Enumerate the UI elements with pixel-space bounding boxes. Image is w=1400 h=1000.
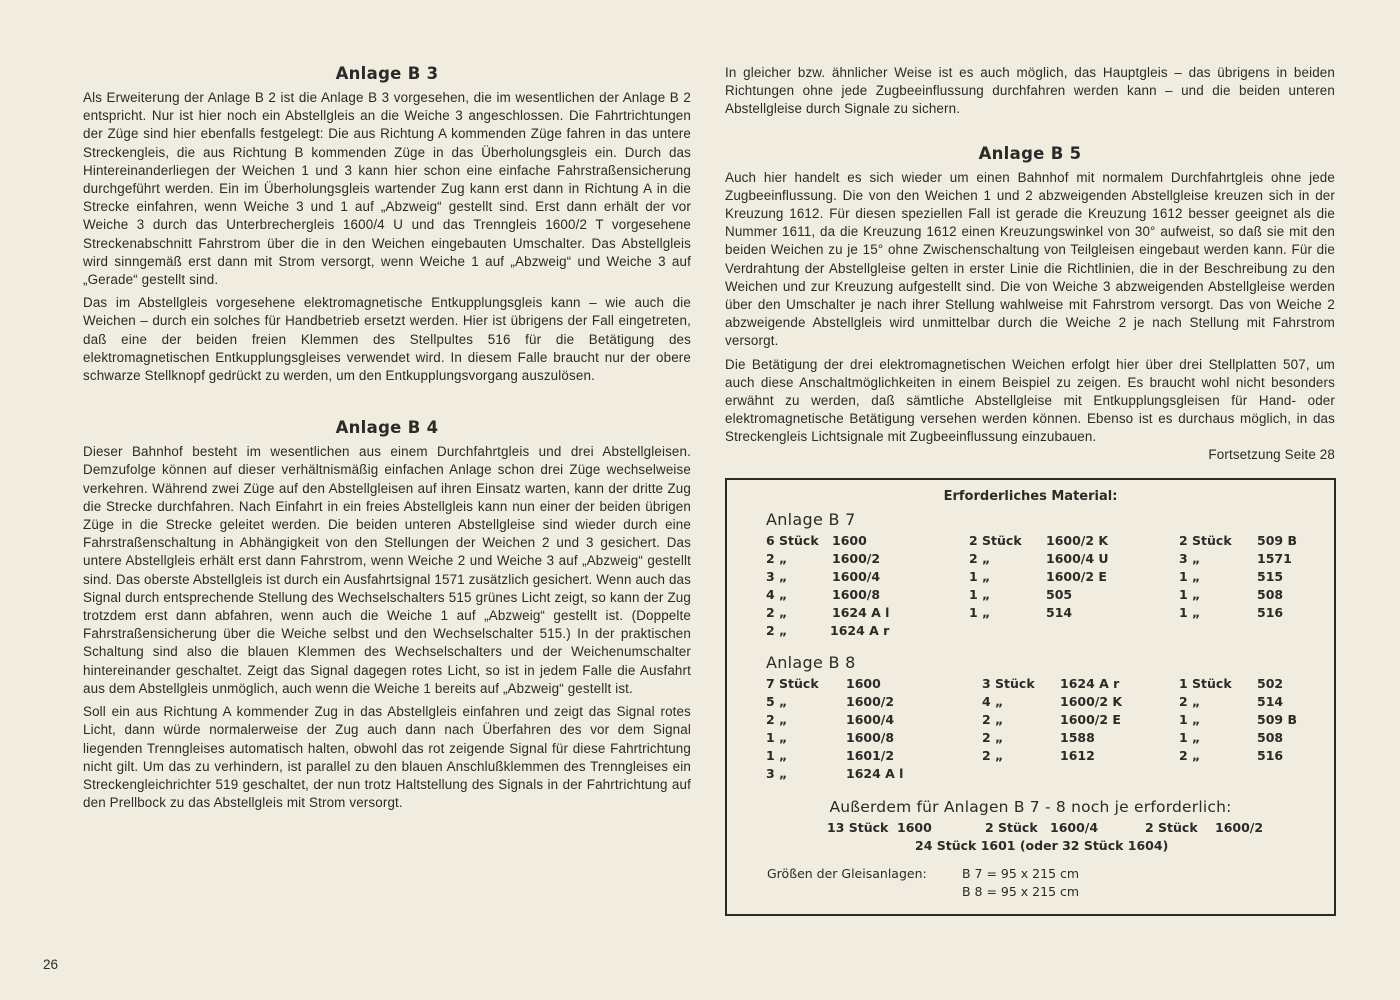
- continued-note: Fortsetzung Seite 28: [1208, 446, 1335, 462]
- list-item: 1 „ 505: [969, 587, 1073, 602]
- heading-anlage-b3: Anlage B 3: [335, 64, 439, 83]
- list-item: 2 „ 1624 A l: [766, 605, 890, 620]
- list-item: 2 „ 1612: [982, 748, 1095, 763]
- b7-column-2: [969, 532, 1139, 622]
- list-item: 2 „ 1600/4 U: [969, 551, 1109, 566]
- intro-paragraph: In gleicher bzw. ähnlicher Weise ist es auch möglich, das Hauptgleis – das übrigens in beiden Richtungen ohne jede Zugbeeinflussung durchfahren werden kann – und die beiden unteren Abstellgleise durch Signale zu sichern.: [725, 65, 1335, 117]
- list-item: 1 „ 1600/2 E: [969, 569, 1107, 584]
- b8-column-2: [982, 675, 1152, 765]
- list-item: 1 „ 514: [969, 605, 1073, 620]
- list-item: 1 „ 1600/8: [766, 730, 895, 745]
- list-item: 1 „ 509 B: [1179, 712, 1297, 727]
- additional-row-2: 24 Stück 1601 (oder 32 Stück 1604): [915, 838, 1169, 853]
- list-item: 4 „ 1600/2 K: [982, 694, 1123, 709]
- track-sizes-label: Größen der Gleisanlagen:: [767, 866, 927, 881]
- heading-anlage-b8: Anlage B 8: [766, 653, 856, 672]
- b8-column-1: [766, 675, 936, 783]
- page-number: 26: [43, 957, 59, 972]
- list-item: 2 „ 516: [1179, 748, 1284, 763]
- b4-paragraph-1: Dieser Bahnhof besteht im wesentlichen aus einem Durchfahrtgleis und drei Abstellgleisen. Demzufolge können auf dieser verhältnismäßig einfachen Anlage schon drei Züge wechselweise verkehren. Während zwei Züge auf den Abstellgleisen auf ihren Einsatz warten, kann der dritte Zug die Strecke durchfahren. Nach Einfahrt in ein freies Abstellgleis kann nun einer der beiden übrigen Züge in die Strecke geleitet werden. Die beiden unteren Abstellgleise sind wieder durch eine Fahrstraßenschaltung in Abhängigkeit von den Stellungen der Weichen 2 und 3 gesichert. Das untere Abstellgleis erhält erst dann Fahrstrom, wenn Weiche 2 und Weiche 3 auf „Abzweig“ gestellt sind. Das oberste Abstellgleis ist durch ein Ausfahrtsignal 1571 zusätzlich gesichert. Wenn auch das Signal durch entsprechende Stellung des Wechselschalters 515 grünes Licht zeigt, so kann der Zug trotzdem erst dann abfahren, wenn auch die Weiche 1 auf „Abzweig“ gestellt ist. (Doppelte Fahrstraßensicherung über die Weiche selbst und den Wechselschalter 515.) In der praktischen Schaltung sind also die blauen Klemmen des Wechselschalters und der Weichenumschalter hintereinander geschaltet. Zeigt das Signal dagegen rotes Licht, so ist in jedem Falle die Ausfahrt aus dem Abstellgleis unmöglich, auch wenn die Weiche 1 bereits auf „Abzweig“ gestellt ist.: [83, 444, 691, 696]
- b5-paragraph-2: Die Betätigung der drei elektromagnetischen Weichen erfolgt hier über drei Stellplatten 507, um auch diese Anschaltmöglichkeiten in einem Beispiel zu zeigen. Es braucht wohl nicht besonders erwähnt zu werden, daß sämtliche Abstellgleise mit Entkupplungsgleisen für Hand- oder elektromagnetische Betätigung versehen werden können. Ebenso ist es durchaus möglich, in das Streckengleis Lichtsignale mit Zugbeeinflussung einzubauen.: [725, 356, 1335, 445]
- list-item: 1 „ 516: [1179, 605, 1284, 620]
- list-item: 1 „ 515: [1179, 569, 1284, 584]
- list-item: 2 „ 1624 A r: [766, 623, 890, 638]
- list-item: 4 „ 1600/8: [766, 587, 881, 602]
- list-item: 1 „ 508: [1179, 730, 1284, 745]
- additional-item-3: 1600/2: [1215, 820, 1264, 835]
- left-column: [83, 64, 691, 817]
- list-item: 7 Stück 1600: [766, 676, 881, 691]
- b7-column-1: [766, 532, 916, 640]
- list-item: 2 „ 1600/2: [766, 551, 881, 566]
- list-item: 3 „ 1624 A l: [766, 766, 904, 781]
- list-item: 3 „ 1600/4: [766, 569, 881, 584]
- right-column: [725, 64, 1335, 462]
- b3-paragraph-2: Das im Abstellgleis vorgesehene elektromagnetische Entkupplungsgleis kann – wie auch die Weichen – durch ein solches für Handbetrieb ersetzt werden. Hier ist übrigens der Fall eingetreten, daß eine der beiden freien Klemmen des Stellpultes 516 für die Betätigung des elektromagnetischen Entkupplungsgleises verwendet wird. In diesem Falle braucht nur der obere schwarze Stellknopf gedrückt zu werden, um den Entkupplungsvorgang auszulösen.: [83, 295, 691, 384]
- heading-anlage-b7: Anlage B 7: [766, 510, 856, 529]
- additional-qty-1: 13 Stück: [827, 820, 889, 835]
- b7-column-3: [1179, 532, 1319, 622]
- additional-qty-2: 2 Stück: [985, 820, 1038, 835]
- b3-paragraph-1: Als Erweiterung der Anlage B 2 ist die Anlage B 3 vorgesehen, die im wesentlichen der Anlage B 2 entspricht. Nur ist hier noch ein Abstellgleis an die Weiche 3 angeschlossen. Die Fahrtrichtungen der Züge sind hier ebenfalls festgelegt: Die aus Richtung A kommenden Züge fahren in das untere Streckengleis, die aus Richtung B kommenden Züge in das Überholungsgleis ein. Durch das Hintereinanderliegen der Weichen 1 und 3 kann hier schon eine einfache Fahrstraßensicherung durchgeführt werden. Ein im Überholungsgleis wartender Zug kann erst dann in Richtung A in die Strecke einfahren, wenn Weiche 3 und 1 auf „Abzweig“ gestellt sind. Erst dann erhält der vor Weiche 3 durch das Unterbrechergleis 1600/4 U und das Trenngleis 1600/2 T vorgesehene Streckenabschnitt Fahrstrom über die in den Weichen eingebauten Umschalter. Das Abstellgleis wird sinngemäß erst dann mit Strom versorgt, wenn Weiche 1 auf „Abzweig“ und Weiche 3 auf „Gerade“ gestellt sind.: [83, 90, 691, 288]
- additional-item-2: 1600/4: [1050, 820, 1099, 835]
- heading-anlage-b4: Anlage B 4: [335, 418, 439, 438]
- b5-paragraph-1: Auch hier handelt es sich wieder um einen Bahnhof mit normalem Durchfahrtgleis ohne jede Zugbeeinflussung. Die von den Weichen 1 und 2 abzweigenden Abstellgleise kreuzen sich in der Kreuzung 1612. Für diesen speziellen Fall ist gerade die Kreuzung 1612 besser geeignet als die Nummer 1611, da die Kreuzung 1612 einen Kreuzungswinkel von 30° aufweist, so daß sie mit den beiden Weichen zu je 15° ohne Zwischenschaltung von Teilgleisen eingebaut werden kann. Für die Verdrahtung der Abstellgleise gelten in erster Linie die Richtlinien, die in der Beschreibung zu den Weichen und zur Kreuzung aufgestellt sind. Die von Weiche 3 abzweigenden Abstellgleise werden über den Umschalter je nach ihrer Stellung wahlweise mit Fahrstrom versorgt. Das von Weiche 2 abzweigende Abstellgleis wird unmittelbar durch die Weiche 2 je nach Stellung mit Fahrstrom versorgt.: [725, 169, 1335, 349]
- list-item: 6 Stück 1600: [766, 533, 867, 548]
- b8-column-3: [1179, 675, 1319, 765]
- heading-anlage-b5: Anlage B 5: [978, 143, 1082, 163]
- list-item: 5 „ 1600/2: [766, 694, 895, 709]
- list-item: 2 Stück 1600/2 K: [969, 533, 1109, 548]
- size-b7: B 7 = 95 x 215 cm: [962, 866, 1080, 881]
- list-item: 1 „ 508: [1179, 587, 1284, 602]
- list-item: 3 Stück 1624 A r: [982, 676, 1120, 691]
- size-b8: B 8 = 95 x 215 cm: [962, 884, 1080, 899]
- b4-paragraph-2: Soll ein aus Richtung A kommender Zug in das Abstellgleis einfahren und zeigt das Signal rotes Licht, dann würde normalerweise der Zug auch dann nach Überfahren des vor dem Signal liegenden Trenngleises automatisch halten, obwohl das rot zeigende Signal für diese Fahrtrichtung nicht gilt. Um das zu verhindern, ist parallel zu den blauen Anschlußklemmen des Trenngleises ein Streckengleichrichter 519 geschaltet, der nun trotz Haltstellung des Signals in der Fahrtrichtung auf den Prellbock zu das Abstellgleis mit Strom versorgt.: [83, 704, 691, 811]
- list-item: 1 „ 1601/2: [766, 748, 895, 763]
- material-box: [725, 478, 1336, 916]
- material-title: Erforderliches Material:: [943, 489, 1118, 504]
- additional-item-1: 1600: [897, 820, 932, 835]
- list-item: 2 „ 1600/4: [766, 712, 895, 727]
- list-item: 2 „ 1588: [982, 730, 1095, 745]
- list-item: 1 Stück 502: [1179, 676, 1284, 691]
- list-item: 2 Stück 509 B: [1179, 533, 1297, 548]
- list-item: 3 „ 1571: [1179, 551, 1292, 566]
- additional-material-heading: Außerdem für Anlagen B 7 - 8 noch je erforderlich:: [829, 798, 1232, 816]
- list-item: 2 „ 514: [1179, 694, 1284, 709]
- list-item: 2 „ 1600/2 E: [982, 712, 1121, 727]
- additional-qty-3: 2 Stück: [1145, 820, 1198, 835]
